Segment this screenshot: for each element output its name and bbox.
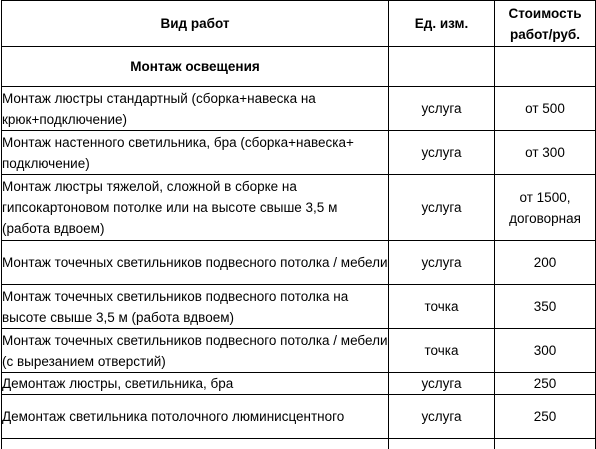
work-name-cell: Монтаж настенного светильника, бра (сборка+навеска+ подключение): [2, 131, 389, 175]
empty-cell: [495, 439, 596, 449]
price-line2: договорная: [509, 210, 581, 226]
table-row: [2, 241, 596, 285]
table-row: [2, 373, 596, 395]
header-unit: Ед. изм.: [389, 1, 495, 47]
work-name-cell: Монтаж точечных светильников подвесного потолка / мебели (с вырезанием отверстий): [2, 329, 389, 373]
work-name-cell: Монтаж точечных светильников подвесного потолка на высоте свыше 3,5 м (работа вдвоем): [2, 285, 389, 329]
table-row-cut-off: [2, 439, 596, 449]
header-work-type: Вид работ: [2, 1, 389, 47]
table-row: [2, 285, 596, 329]
work-name-cell: Демонтаж люстры, светильника, бра: [2, 373, 389, 395]
price-cell: 250: [495, 395, 596, 439]
price-cell: 200: [495, 241, 596, 285]
table-row: [2, 395, 596, 439]
header-price-line2: работ/руб.: [509, 26, 581, 42]
price-table: [1, 0, 596, 449]
table-row: [2, 329, 596, 373]
unit-cell: услуга: [389, 373, 495, 395]
price-cell: [495, 175, 596, 241]
table-header-row: [2, 1, 596, 47]
price-cell: от 500: [495, 87, 596, 131]
section-empty-cell: [495, 47, 596, 87]
unit-cell: услуга: [389, 395, 495, 439]
unit-cell: услуга: [389, 241, 495, 285]
work-name-cell: Демонтаж светильника потолочного люминисцентного: [2, 395, 389, 439]
table-row: [2, 131, 596, 175]
unit-cell: услуга: [389, 87, 495, 131]
table-row: [2, 175, 596, 241]
unit-cell: услуга: [389, 131, 495, 175]
header-price-line1: Стоимость: [508, 5, 582, 21]
section-row: [2, 47, 596, 87]
section-title: Монтаж освещения: [2, 47, 389, 87]
unit-cell: точка: [389, 329, 495, 373]
section-empty-cell: [389, 47, 495, 87]
empty-cell: [389, 439, 495, 449]
work-name-cell: Монтаж люстры тяжелой, сложной в сборке на гипсокартоновом потолке или на высоте свыше 3,5 м (работа вдвоем): [2, 175, 389, 241]
price-line1: от 1500,: [519, 189, 571, 205]
header-price: [495, 1, 596, 47]
work-name-cell: Монтаж точечных светильников подвесного потолка / мебели: [2, 241, 389, 285]
unit-cell: услуга: [389, 175, 495, 241]
table-row: [2, 87, 596, 131]
price-cell: 300: [495, 329, 596, 373]
work-name-cell: Монтаж люстры стандартный (сборка+навеска на крюк+подключение): [2, 87, 389, 131]
empty-cell: [2, 439, 389, 449]
unit-cell: точка: [389, 285, 495, 329]
price-cell: 350: [495, 285, 596, 329]
price-cell: 250: [495, 373, 596, 395]
price-cell: от 300: [495, 131, 596, 175]
